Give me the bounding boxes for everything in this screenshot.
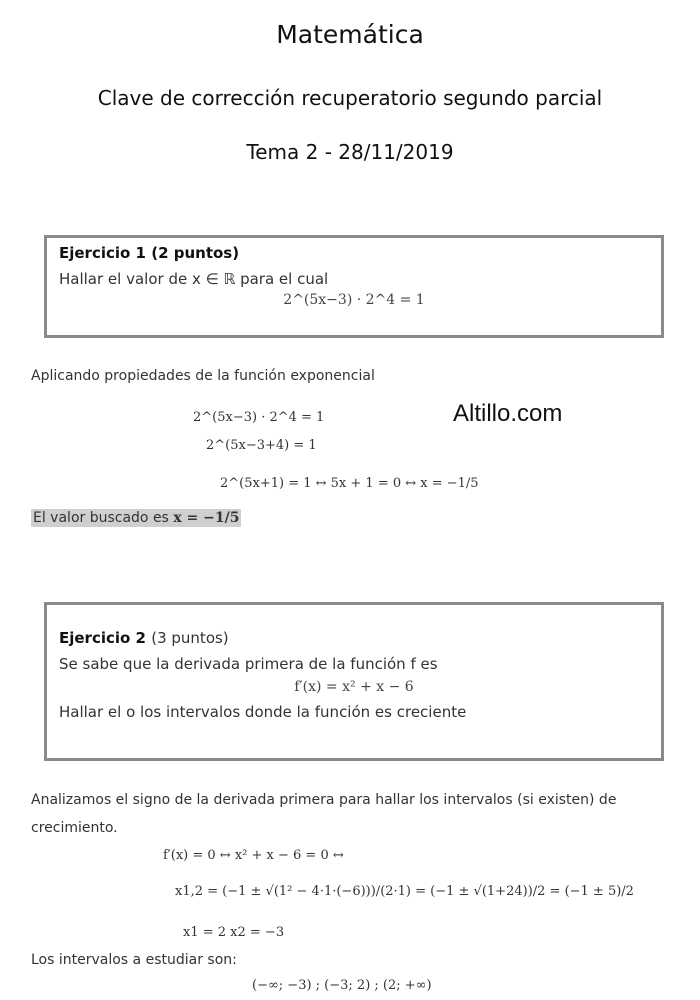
solution-1-step-3: 2^(5x+1) = 1 ↔ 5x + 1 = 0 ↔ x = −1/5 [220,476,479,491]
watermark: Altillo.com [453,400,563,427]
solution-2-intro-line-1: Analizamos el signo de la derivada primera para hallar los intervalos (si existen) de [31,792,617,808]
solution-2-intro-line-2: crecimiento. [31,820,118,836]
solution-2-roots-formula: x1,2 = (−1 ± √(1² − 4·1·(−6)))/(2·1) = (−1 ± √(1+24))/2 = (−1 ± 5)/2 [175,884,634,899]
exercise-2-box [44,602,664,761]
exercise-2-question: Hallar el o los intervalos donde la función es creciente [59,703,467,721]
solution-1-result-math: x = −1/5 [173,510,240,526]
exercise-1-heading: Ejercicio 1 (2 puntos) [59,244,240,262]
exercise-2-formula: f′(x) = x² + x − 6 [294,679,414,695]
exercise-2-statement: Se sabe que la derivada primera de la función f es [59,655,438,673]
exercise-1-box [44,235,664,338]
solution-2-equation: f′(x) = 0 ↔ x² + x − 6 = 0 ↔ [163,848,344,863]
solution-1-result-text: El valor buscado es [33,510,169,526]
exam-theme-date: Tema 2 - 28/11/2019 [246,140,454,164]
exercise-2-heading-title: Ejercicio 2 [59,629,146,647]
solution-2-intervals-label: Los intervalos a estudiar son: [31,952,237,968]
solution-2-intervals: (−∞; −3) ; (−3; 2) ; (2; +∞) [252,978,432,993]
exercise-2-heading-points: (3 puntos) [151,629,229,647]
page-title: Matemática [276,20,424,49]
page-subtitle: Clave de corrección recuperatorio segundo parcial [97,86,603,110]
solution-2-roots: x1 = 2 x2 = −3 [183,925,285,940]
solution-1-result [31,509,241,527]
exercise-1-formula: 2^(5x−3) · 2^4 = 1 [283,292,425,308]
exercise-2-heading [59,629,649,647]
solution-1-step-2: 2^(5x−3+4) = 1 [206,438,317,453]
exercise-1-statement: Hallar el valor de x ∈ ℝ para el cual [59,270,329,288]
solution-1-intro: Aplicando propiedades de la función exponencial [31,368,375,384]
solution-1-step-1: 2^(5x−3) · 2^4 = 1 [193,410,325,425]
